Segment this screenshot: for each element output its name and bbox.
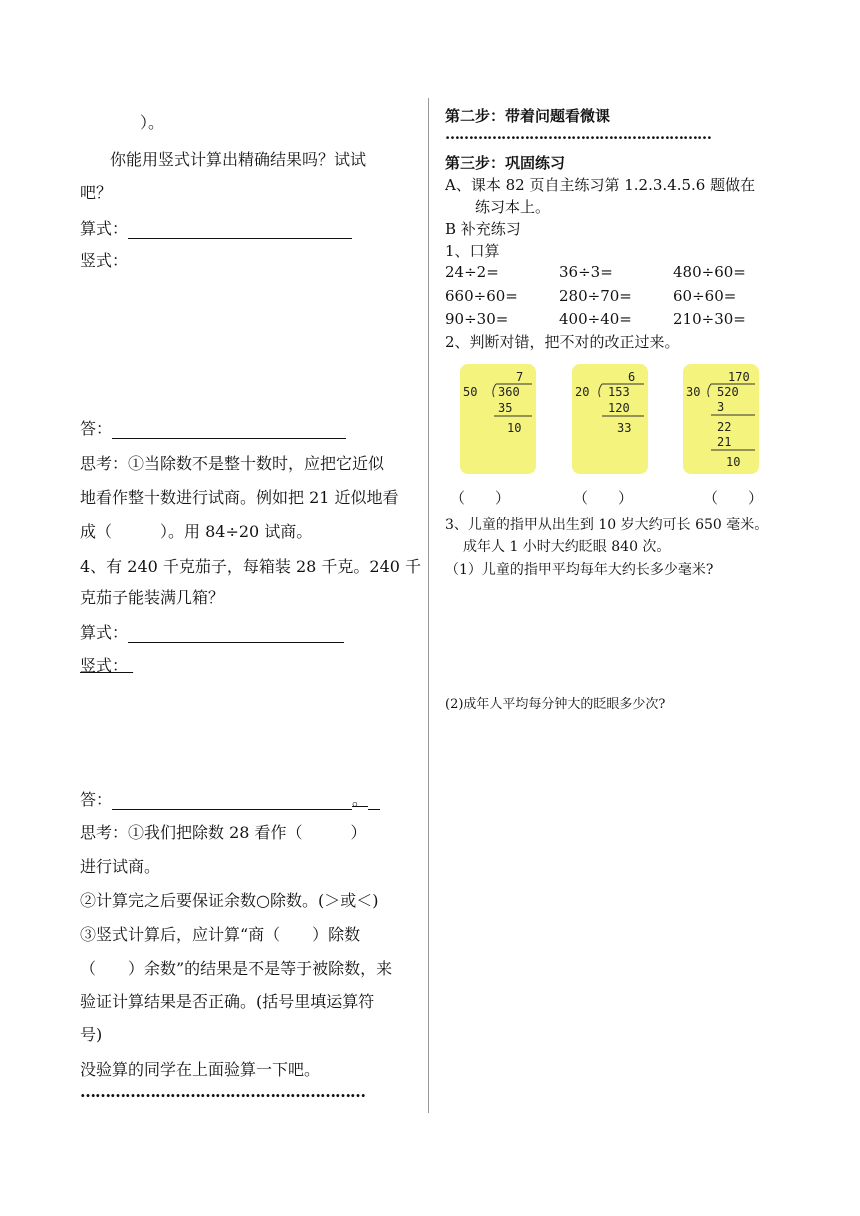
text-line: 进行试商。 [80, 857, 161, 876]
subtrahend: 3 [717, 400, 725, 414]
text-line: A、课本 82 页自主练习第 1.2.3.4.5.6 题做在 [445, 176, 756, 194]
judge-bracket-1[interactable]: （ ） [450, 489, 511, 507]
text-line: 地看作整十数进行试商。例如把 21 近似地看 [80, 488, 399, 507]
oral-item: 36÷3= [559, 263, 613, 281]
remainder: 10 [507, 421, 522, 435]
dotted-separator: ………………………………………………… [445, 125, 711, 143]
text-line: 成年人 1 小时大约眨眼 840 次。 [463, 539, 671, 555]
oral-item: 280÷70= [559, 287, 632, 305]
division-svg [460, 364, 536, 474]
formula-blank[interactable] [128, 222, 352, 239]
oral-item: 210÷30= [673, 310, 746, 328]
dividend: 153 [608, 385, 630, 399]
answer-label: 答： [80, 419, 113, 438]
text-line: 吧？ [80, 183, 113, 202]
subtrahend: 35 [498, 401, 513, 415]
text-line: （1）儿童的指甲平均每年大约长多少毫米? [445, 562, 714, 578]
quotient: 170 [728, 370, 750, 384]
text-line: B 补充练习 [445, 220, 521, 238]
text-line: (2)成年人平均每分钟大的眨眼多少次? [445, 697, 666, 712]
text-line: （ ）余数”的结果是不是等于被除数，来 [80, 959, 393, 978]
answer-row-2 [80, 787, 380, 810]
vertical-label: 竖式： [80, 251, 129, 270]
oral-item: 400÷40= [559, 310, 632, 328]
text-line: 3、儿童的指甲从出生到 10 岁大约可长 650 毫米。 [445, 517, 769, 533]
oral-item: 480÷60= [673, 263, 746, 281]
division-bracket [708, 384, 711, 397]
remainder: 33 [617, 421, 632, 435]
division-svg [572, 364, 648, 474]
text-line: 4、有 240 千克茄子，每箱装 28 千克。240 千 [80, 557, 422, 576]
subtrahend: 21 [717, 435, 732, 449]
division-bracket [599, 384, 602, 397]
quotient: 6 [628, 370, 636, 384]
oral-item: 90÷30= [445, 310, 509, 328]
text-line: ③竖式计算后，应计算“商（ ）除数 [80, 925, 361, 944]
judge-bracket-3[interactable]: （ ） [703, 489, 764, 507]
vertical-label [80, 653, 133, 676]
column-divider [428, 98, 429, 1113]
division-svg [683, 364, 759, 474]
divisor: 20 [575, 385, 590, 399]
text-line: 你能用竖式计算出精确结果吗？试试 [110, 150, 367, 169]
division-card-1 [460, 364, 536, 474]
text-line: 没验算的同学在上面验算一下吧。 [80, 1060, 321, 1079]
answer-row-1 [80, 416, 346, 439]
divisor: 30 [686, 385, 701, 399]
text-line: 思考：①当除数不是整十数时，应把它近似 [80, 454, 385, 473]
step2-heading: 第二步：带着问题看微课 [445, 107, 611, 125]
oral-item: 60÷60= [673, 287, 737, 305]
judge-bracket-2[interactable]: （ ） [573, 489, 634, 507]
text-line: ）。 [140, 113, 165, 132]
text-line: 成（ ）。用 84÷20 试商。 [80, 522, 313, 541]
text-line: 克茄子能装满几箱？ [80, 588, 225, 607]
text-line: 思考：①我们把除数 28 看作（ ） [80, 823, 367, 842]
division-card-3 [683, 364, 759, 474]
answer-tail [368, 793, 380, 810]
vertical-label-text: 竖式： [80, 656, 129, 675]
remainder: 10 [726, 455, 741, 469]
text-line: 1、口算 [445, 242, 500, 260]
text-line: ②计算完之后要保证余数○除数。(＞或＜) [80, 891, 379, 910]
text-line: 验证计算结果是否正确。(括号里填运算符 [80, 992, 375, 1011]
oral-item: 24÷2= [445, 263, 499, 281]
formula-label: 算式： [80, 219, 129, 238]
dividend: 520 [717, 385, 739, 399]
division-bracket [493, 384, 496, 397]
dividend: 360 [498, 385, 520, 399]
division-card-2 [572, 364, 648, 474]
formula-row-1 [80, 216, 352, 239]
dotted-separator: ………………………………………………… [80, 1082, 365, 1101]
answer-blank[interactable] [112, 793, 352, 810]
formula-label: 算式： [80, 623, 129, 642]
subtrahend: 120 [608, 401, 630, 415]
quotient: 7 [516, 370, 524, 384]
text-line: 2、判断对错，把不对的改正过来。 [445, 333, 680, 351]
formula-blank[interactable] [128, 626, 344, 643]
answer-blank[interactable] [112, 422, 346, 439]
text-line: 号) [80, 1025, 103, 1044]
step3-heading: 第三步：巩固练习 [445, 154, 566, 172]
partial-dividend: 22 [717, 420, 732, 434]
oral-item: 660÷60= [445, 287, 518, 305]
answer-end: 。 [352, 790, 369, 809]
text-line: 练习本上。 [475, 198, 551, 216]
answer-label: 答： [80, 790, 113, 809]
formula-row-2 [80, 620, 344, 643]
divisor: 50 [463, 385, 478, 399]
